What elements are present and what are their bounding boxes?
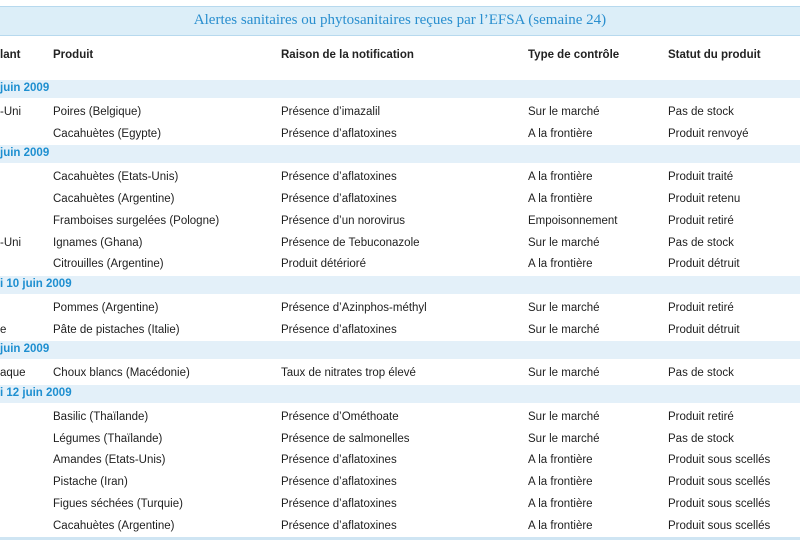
cell-reason: Produit détérioré xyxy=(281,258,367,271)
cell-control-type: Sur le marché xyxy=(528,301,600,314)
date-label: juin 2009 xyxy=(0,343,50,356)
cell-control-type: Empoisonnement xyxy=(528,214,618,227)
table-row xyxy=(0,102,800,123)
table-row xyxy=(0,407,800,428)
cell-control-type: Sur le marché xyxy=(528,432,600,445)
cell-product: Pistache (Iran) xyxy=(53,476,128,489)
cell-status: Produit traité xyxy=(668,171,734,184)
cell-country: e xyxy=(0,323,7,336)
date-group-row xyxy=(0,276,800,294)
cell-reason: Présence d’aflatoxines xyxy=(281,454,397,467)
cell-control-type: Sur le marché xyxy=(528,367,600,380)
header-product: Produit xyxy=(53,49,94,61)
cell-product: Poires (Belgique) xyxy=(53,106,142,118)
cell-product: Légumes (Thaïlande) xyxy=(53,432,163,445)
date-group-row xyxy=(0,145,800,163)
cell-status: Produit sous scellés xyxy=(668,519,771,532)
table-row xyxy=(0,254,800,275)
cell-product: Citrouilles (Argentine) xyxy=(53,258,164,271)
cell-control-type: A la frontière xyxy=(528,171,593,184)
cell-status: Produit détruit xyxy=(668,258,740,271)
cell-product: Pâte de pistaches (Italie) xyxy=(53,323,180,336)
cell-reason: Présence de Tebuconazole xyxy=(281,236,420,249)
cell-reason: Présence d’aflatoxines xyxy=(281,127,397,140)
header-control-type: Type de contrôle xyxy=(528,49,620,61)
cell-product: Framboises surgelées (Pologne) xyxy=(53,214,220,227)
table-row xyxy=(0,494,800,515)
cell-product: Cacahuètes (Egypte) xyxy=(53,127,162,140)
cell-control-type: Sur le marché xyxy=(528,323,600,336)
cell-reason: Présence d’aflatoxines xyxy=(281,497,397,510)
cell-product: Choux blancs (Macédonie) xyxy=(53,367,190,380)
cell-reason: Présence d’Azinphos-méthyl xyxy=(281,301,427,314)
cell-status: Produit retiré xyxy=(668,214,734,227)
cell-control-type: Sur le marché xyxy=(528,411,600,423)
cell-control-type: A la frontière xyxy=(528,258,593,271)
cell-control-type: Sur le marché xyxy=(528,236,600,249)
date-label: i 12 juin 2009 xyxy=(0,387,72,399)
cell-reason: Taux de nitrates trop élevé xyxy=(281,367,416,380)
table-row xyxy=(0,233,800,254)
table-row xyxy=(0,516,800,537)
cell-status: Produit retiré xyxy=(668,301,734,314)
date-group-row xyxy=(0,341,800,359)
header-product-status: Statut du produit xyxy=(668,49,761,61)
cell-status: Produit retenu xyxy=(668,193,741,206)
table-row xyxy=(0,472,800,493)
cell-control-type: A la frontière xyxy=(528,193,593,206)
table-row xyxy=(0,167,800,188)
cell-country: -Uni xyxy=(0,236,22,249)
cell-product: Cacahuètes (Etats-Unis) xyxy=(53,171,179,184)
cell-status: Produit détruit xyxy=(668,323,740,336)
cell-status: Produit sous scellés xyxy=(668,454,771,467)
table-row xyxy=(0,189,800,210)
cell-status: Produit sous scellés xyxy=(668,497,771,510)
cell-reason: Présence de salmonelles xyxy=(281,432,410,445)
table-row xyxy=(0,363,800,384)
cell-reason: Présence d’aflatoxines xyxy=(281,476,397,489)
cell-product: Amandes (Etats-Unis) xyxy=(53,454,166,467)
cell-reason: Présence d’un norovirus xyxy=(281,214,406,227)
table-row xyxy=(0,450,800,471)
cell-reason: Présence d’imazalil xyxy=(281,106,381,118)
table-header xyxy=(0,40,800,72)
page-title: Alertes sanitaires ou phytosanitaires reçues par l’EFSA (semaine 24) xyxy=(193,12,607,28)
table-row xyxy=(0,429,800,450)
cell-status: Pas de stock xyxy=(668,236,734,249)
cell-country: -Uni xyxy=(0,106,22,118)
cell-product: Figues séchées (Turquie) xyxy=(53,497,183,510)
date-label: juin 2009 xyxy=(0,147,50,160)
cell-status: Produit renvoyé xyxy=(668,127,749,140)
cell-control-type: A la frontière xyxy=(528,127,593,140)
cell-status: Produit sous scellés xyxy=(668,476,771,489)
cell-reason: Présence d’aflatoxines xyxy=(281,171,397,184)
cell-product: Cacahuètes (Argentine) xyxy=(53,193,175,206)
date-group-row xyxy=(0,385,800,403)
cell-control-type: Sur le marché xyxy=(528,106,600,118)
cell-control-type: A la frontière xyxy=(528,476,593,489)
cell-product: Ignames (Ghana) xyxy=(53,236,143,249)
cell-status: Pas de stock xyxy=(668,432,734,445)
cell-status: Pas de stock xyxy=(668,367,734,380)
table-row xyxy=(0,320,800,341)
cell-control-type: A la frontière xyxy=(528,519,593,532)
cell-product: Pommes (Argentine) xyxy=(53,301,159,314)
bottom-divider xyxy=(0,537,800,540)
table-row xyxy=(0,124,800,145)
cell-product: Cacahuètes (Argentine) xyxy=(53,519,175,532)
title-bar xyxy=(0,6,800,36)
cell-reason: Présence d’Ométhoate xyxy=(281,411,399,423)
cell-status: Pas de stock xyxy=(668,106,734,118)
date-label: i 10 juin 2009 xyxy=(0,277,72,290)
header-country: lant xyxy=(0,49,21,61)
cell-reason: Présence d’aflatoxines xyxy=(281,519,397,532)
date-group-row xyxy=(0,80,800,98)
cell-status: Produit retiré xyxy=(668,411,734,423)
cell-reason: Présence d’aflatoxines xyxy=(281,193,397,206)
cell-product: Basilic (Thaïlande) xyxy=(53,411,149,423)
header-reason: Raison de la notification xyxy=(281,49,414,61)
table-row xyxy=(0,298,800,319)
cell-control-type: A la frontière xyxy=(528,497,593,510)
cell-control-type: A la frontière xyxy=(528,454,593,467)
table-row xyxy=(0,211,800,232)
cell-country: aque xyxy=(0,367,26,380)
date-label: juin 2009 xyxy=(0,82,50,94)
cell-reason: Présence d’aflatoxines xyxy=(281,323,397,336)
